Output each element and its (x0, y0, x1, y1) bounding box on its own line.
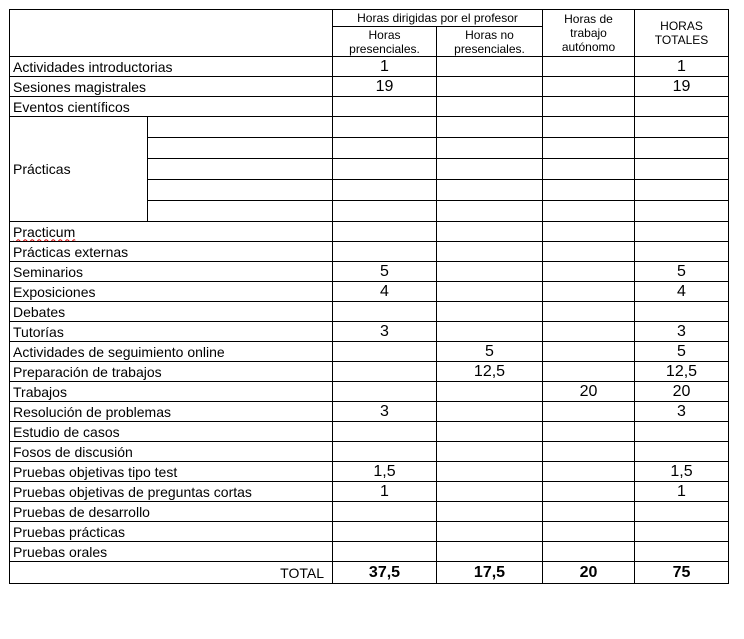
row-label-text: Exposiciones (13, 283, 96, 300)
cell-no-presenciales (437, 302, 543, 322)
row-label (10, 302, 333, 322)
row-label (10, 382, 333, 402)
cell-presenciales: 3 (333, 402, 437, 422)
cell-presenciales (333, 201, 437, 222)
table-row (10, 462, 729, 482)
cell-autonomo (543, 342, 635, 362)
table-row (10, 222, 729, 242)
cell-autonomo (543, 482, 635, 502)
cell-total (635, 201, 729, 222)
practicas-sub-cell (148, 159, 333, 180)
cell-presenciales (333, 362, 437, 382)
cell-autonomo (543, 222, 635, 242)
cell-no-presenciales (437, 117, 543, 138)
row-label (10, 222, 333, 242)
cell-no-presenciales (437, 442, 543, 462)
cell-presenciales (333, 342, 437, 362)
cell-autonomo (543, 242, 635, 262)
row-label (10, 57, 333, 77)
cell-autonomo (543, 442, 635, 462)
row-label-text: Pruebas objetivas tipo test (13, 463, 178, 480)
total-no-presenciales: 17,5 (437, 562, 543, 584)
row-label (10, 502, 333, 522)
cell-presenciales: 1 (333, 482, 437, 502)
total-presenciales: 37,5 (333, 562, 437, 584)
row-label-text: Pruebas objetivas de preguntas cortas (13, 483, 252, 500)
row-label-text: Trabajos (13, 383, 67, 400)
row-label-text: Pruebas prácticas (13, 523, 126, 540)
cell-no-presenciales: 5 (437, 342, 543, 362)
cell-no-presenciales (437, 462, 543, 482)
table-row (10, 57, 729, 77)
cell-autonomo (543, 542, 635, 562)
cell-autonomo (543, 138, 635, 159)
cell-no-presenciales (437, 138, 543, 159)
row-label-text: Sesiones magistrales (13, 78, 147, 95)
practicas-sub-cell (148, 201, 333, 222)
cell-no-presenciales (437, 382, 543, 402)
row-label-text: Prácticas externas (13, 243, 129, 260)
cell-no-presenciales (437, 57, 543, 77)
cell-presenciales (333, 138, 437, 159)
cell-autonomo (543, 97, 635, 117)
row-label (10, 442, 333, 462)
cell-autonomo (543, 282, 635, 302)
cell-no-presenciales (437, 482, 543, 502)
cell-autonomo (543, 201, 635, 222)
cell-total (635, 302, 729, 322)
cell-autonomo (543, 302, 635, 322)
header-no-presenciales: Horas no presenciales. (437, 27, 543, 57)
row-label-text: Seminarios (13, 263, 84, 280)
cell-autonomo (543, 522, 635, 542)
row-label-text: Preparación de trabajos (13, 363, 162, 380)
cell-no-presenciales (437, 542, 543, 562)
cell-total (635, 159, 729, 180)
cell-autonomo (543, 322, 635, 342)
cell-presenciales (333, 159, 437, 180)
cell-total (635, 522, 729, 542)
cell-total (635, 242, 729, 262)
cell-presenciales: 5 (333, 262, 437, 282)
row-label (10, 342, 333, 362)
practicas-subrow (10, 117, 729, 138)
cell-presenciales (333, 502, 437, 522)
cell-autonomo (543, 362, 635, 382)
row-label (10, 262, 333, 282)
cell-autonomo (543, 402, 635, 422)
table-row (10, 302, 729, 322)
table-row (10, 322, 729, 342)
row-label (10, 402, 333, 422)
row-label (10, 362, 333, 382)
total-row (10, 562, 729, 584)
row-label-text: Actividades de seguimiento online (13, 343, 225, 360)
row-label (10, 462, 333, 482)
cell-total: 5 (635, 342, 729, 362)
cell-presenciales (333, 222, 437, 242)
cell-autonomo (543, 462, 635, 482)
cell-presenciales (333, 542, 437, 562)
table-row (10, 502, 729, 522)
row-label (10, 282, 333, 302)
row-label (10, 482, 333, 502)
cell-no-presenciales (437, 201, 543, 222)
cell-no-presenciales (437, 242, 543, 262)
table-row (10, 342, 729, 362)
cell-presenciales: 1,5 (333, 462, 437, 482)
practicas-label: Prácticas (10, 117, 148, 222)
cell-presenciales (333, 422, 437, 442)
row-label (10, 97, 333, 117)
practicas-sub-cell (148, 117, 333, 138)
cell-presenciales (333, 302, 437, 322)
row-label-text: Resolución de problemas (13, 403, 171, 420)
table-row (10, 442, 729, 462)
total-label: TOTAL (10, 562, 333, 584)
cell-total: 20 (635, 382, 729, 402)
row-label (10, 322, 333, 342)
cell-total (635, 222, 729, 242)
table-row (10, 97, 729, 117)
row-label-text: Estudio de casos (13, 423, 120, 440)
cell-total (635, 117, 729, 138)
cell-total: 1 (635, 482, 729, 502)
header-autonomo: Horas de trabajo autónomo (543, 10, 635, 57)
cell-presenciales (333, 242, 437, 262)
table-row (10, 382, 729, 402)
row-label-text: Fosos de discusión (13, 443, 133, 460)
cell-autonomo (543, 77, 635, 97)
cell-no-presenciales (437, 77, 543, 97)
cell-no-presenciales (437, 222, 543, 242)
cell-no-presenciales (437, 502, 543, 522)
cell-total: 1,5 (635, 462, 729, 482)
row-label-text: Actividades introductorias (13, 58, 173, 75)
cell-presenciales (333, 442, 437, 462)
cell-total: 1 (635, 57, 729, 77)
hours-table (9, 9, 729, 584)
cell-autonomo (543, 57, 635, 77)
table-row (10, 542, 729, 562)
cell-total: 12,5 (635, 362, 729, 382)
table-row (10, 402, 729, 422)
header-presenciales: Horas presenciales. (333, 27, 437, 57)
cell-no-presenciales (437, 97, 543, 117)
cell-autonomo (543, 422, 635, 442)
cell-autonomo (543, 502, 635, 522)
cell-no-presenciales (437, 282, 543, 302)
table-row (10, 262, 729, 282)
cell-total: 5 (635, 262, 729, 282)
cell-total: 3 (635, 322, 729, 342)
table-row (10, 282, 729, 302)
header-totales: HORAS TOTALES (635, 10, 729, 57)
cell-presenciales: 1 (333, 57, 437, 77)
row-label-text: Practicum (13, 223, 76, 240)
row-label-text: Debates (13, 303, 66, 320)
total-total: 75 (635, 562, 729, 584)
table-row (10, 482, 729, 502)
row-label (10, 422, 333, 442)
row-label-text: Tutorías (13, 323, 64, 340)
cell-autonomo (543, 180, 635, 201)
cell-presenciales: 4 (333, 282, 437, 302)
cell-presenciales (333, 97, 437, 117)
row-label-text: Eventos científicos (13, 98, 130, 115)
cell-total: 4 (635, 282, 729, 302)
cell-autonomo: 20 (543, 382, 635, 402)
row-label-text: Pruebas de desarrollo (13, 503, 150, 520)
cell-total (635, 542, 729, 562)
header-group: Horas dirigidas por el profesor (333, 10, 543, 27)
cell-no-presenciales (437, 159, 543, 180)
row-label-text: Pruebas orales (13, 543, 108, 560)
table-row (10, 242, 729, 262)
cell-no-presenciales: 12,5 (437, 362, 543, 382)
row-label (10, 522, 333, 542)
cell-total (635, 97, 729, 117)
cell-total (635, 502, 729, 522)
cell-presenciales: 3 (333, 322, 437, 342)
table-row (10, 522, 729, 542)
cell-presenciales (333, 180, 437, 201)
table-row (10, 77, 729, 97)
total-autonomo: 20 (543, 562, 635, 584)
cell-no-presenciales (437, 422, 543, 442)
cell-total (635, 442, 729, 462)
cell-total (635, 138, 729, 159)
cell-no-presenciales (437, 402, 543, 422)
cell-no-presenciales (437, 322, 543, 342)
cell-no-presenciales (437, 180, 543, 201)
cell-presenciales (333, 522, 437, 542)
cell-no-presenciales (437, 522, 543, 542)
practicas-sub-cell (148, 138, 333, 159)
row-label (10, 542, 333, 562)
cell-no-presenciales (437, 262, 543, 282)
practicas-sub-cell (148, 180, 333, 201)
row-label (10, 77, 333, 97)
cell-total: 19 (635, 77, 729, 97)
cell-total: 3 (635, 402, 729, 422)
cell-presenciales (333, 117, 437, 138)
cell-presenciales (333, 382, 437, 402)
table-row (10, 362, 729, 382)
table-row (10, 422, 729, 442)
cell-total (635, 180, 729, 201)
cell-autonomo (543, 117, 635, 138)
cell-presenciales: 19 (333, 77, 437, 97)
cell-autonomo (543, 262, 635, 282)
cell-autonomo (543, 159, 635, 180)
corner-cell (10, 10, 333, 57)
cell-total (635, 422, 729, 442)
row-label (10, 242, 333, 262)
